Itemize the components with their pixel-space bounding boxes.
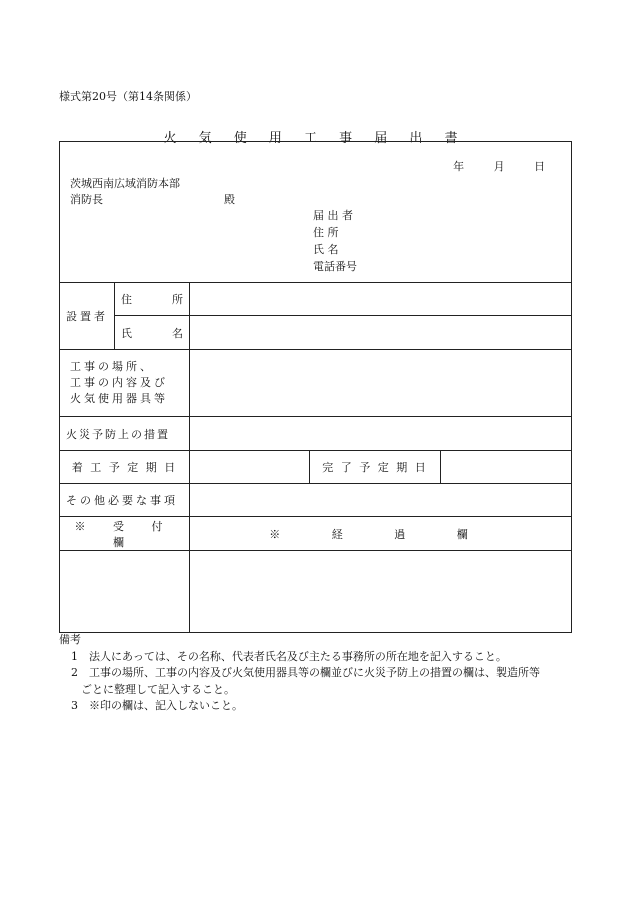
start-date-label: 着 工 予 定 期 日 <box>60 451 190 484</box>
form-number: 様式第20号（第14条関係） <box>59 90 197 103</box>
fire-prevention-label: 火災予防上の措置 <box>60 417 190 451</box>
work-location-label <box>60 350 190 417</box>
day-label: 日 <box>534 160 546 173</box>
notifier-phone-label: 電話番号 <box>313 260 357 273</box>
progress-label: ※ 経 過 欄 <box>190 517 572 551</box>
chief-title: 消防長 <box>70 193 103 206</box>
note-item-1: 1 法人にあっては、その名称、代表者氏名及び主たる事務所の所在地を記入すること。 <box>71 649 507 663</box>
installer-name-field[interactable] <box>190 316 572 350</box>
completion-date-label: 完 了 予 定 期 日 <box>310 451 441 484</box>
work-location-field[interactable] <box>190 350 572 417</box>
form-title: 火 気 使 用 工 事 届 出 書 <box>163 131 467 146</box>
honorific: 殿 <box>224 193 235 206</box>
work-location-line-3: 火気使用器具等 <box>70 392 168 405</box>
installer-address-char-2: 所 <box>172 293 183 306</box>
date-line <box>427 158 545 174</box>
notification-form-table <box>59 141 572 633</box>
installer-name-char-1: 氏 <box>121 326 132 340</box>
installer-address-label-cell <box>115 283 190 316</box>
installer-name-label-cell <box>115 316 190 350</box>
installer-label: 設置者 <box>60 283 115 350</box>
work-location-line-1: 工事の場所、 <box>70 360 154 373</box>
other-matters-label: その他必要な事項 <box>60 484 190 517</box>
year-label: 年 <box>453 160 465 173</box>
start-date-field[interactable] <box>190 451 310 484</box>
installer-address-field[interactable] <box>190 283 572 316</box>
note-item-2-continued: ごとに整理して記入すること。 <box>81 682 235 696</box>
notes-section <box>59 632 579 715</box>
note-item-3: 3 ※印の欄は、記入しないこと。 <box>71 699 243 712</box>
notifier-name-label: 氏 名 <box>313 243 339 256</box>
reception-label: ※ 受 付 欄 <box>60 517 190 551</box>
notifier-label: 届 出 者 <box>313 209 353 222</box>
progress-field[interactable] <box>190 551 572 633</box>
reception-field[interactable] <box>60 551 190 633</box>
month-label: 月 <box>493 160 505 173</box>
installer-name-char-2: 名 <box>172 326 183 340</box>
notifier-block <box>313 207 357 275</box>
installer-address-char-1: 住 <box>121 293 132 306</box>
completion-date-field[interactable] <box>441 451 572 484</box>
header-cell <box>60 142 572 283</box>
note-item-2: 2 工事の場所、工事の内容及び火気使用器具等の欄並びに火災予防上の措置の欄は、製造所等 <box>71 666 540 679</box>
organization-name: 茨城西南広域消防本部 <box>70 177 180 190</box>
fire-prevention-field[interactable] <box>190 417 572 451</box>
work-location-line-2: 工事の内容及び <box>70 376 168 389</box>
notes-heading: 備考 <box>59 633 81 646</box>
other-matters-field[interactable] <box>190 484 572 517</box>
notifier-address-label: 住 所 <box>313 226 339 239</box>
